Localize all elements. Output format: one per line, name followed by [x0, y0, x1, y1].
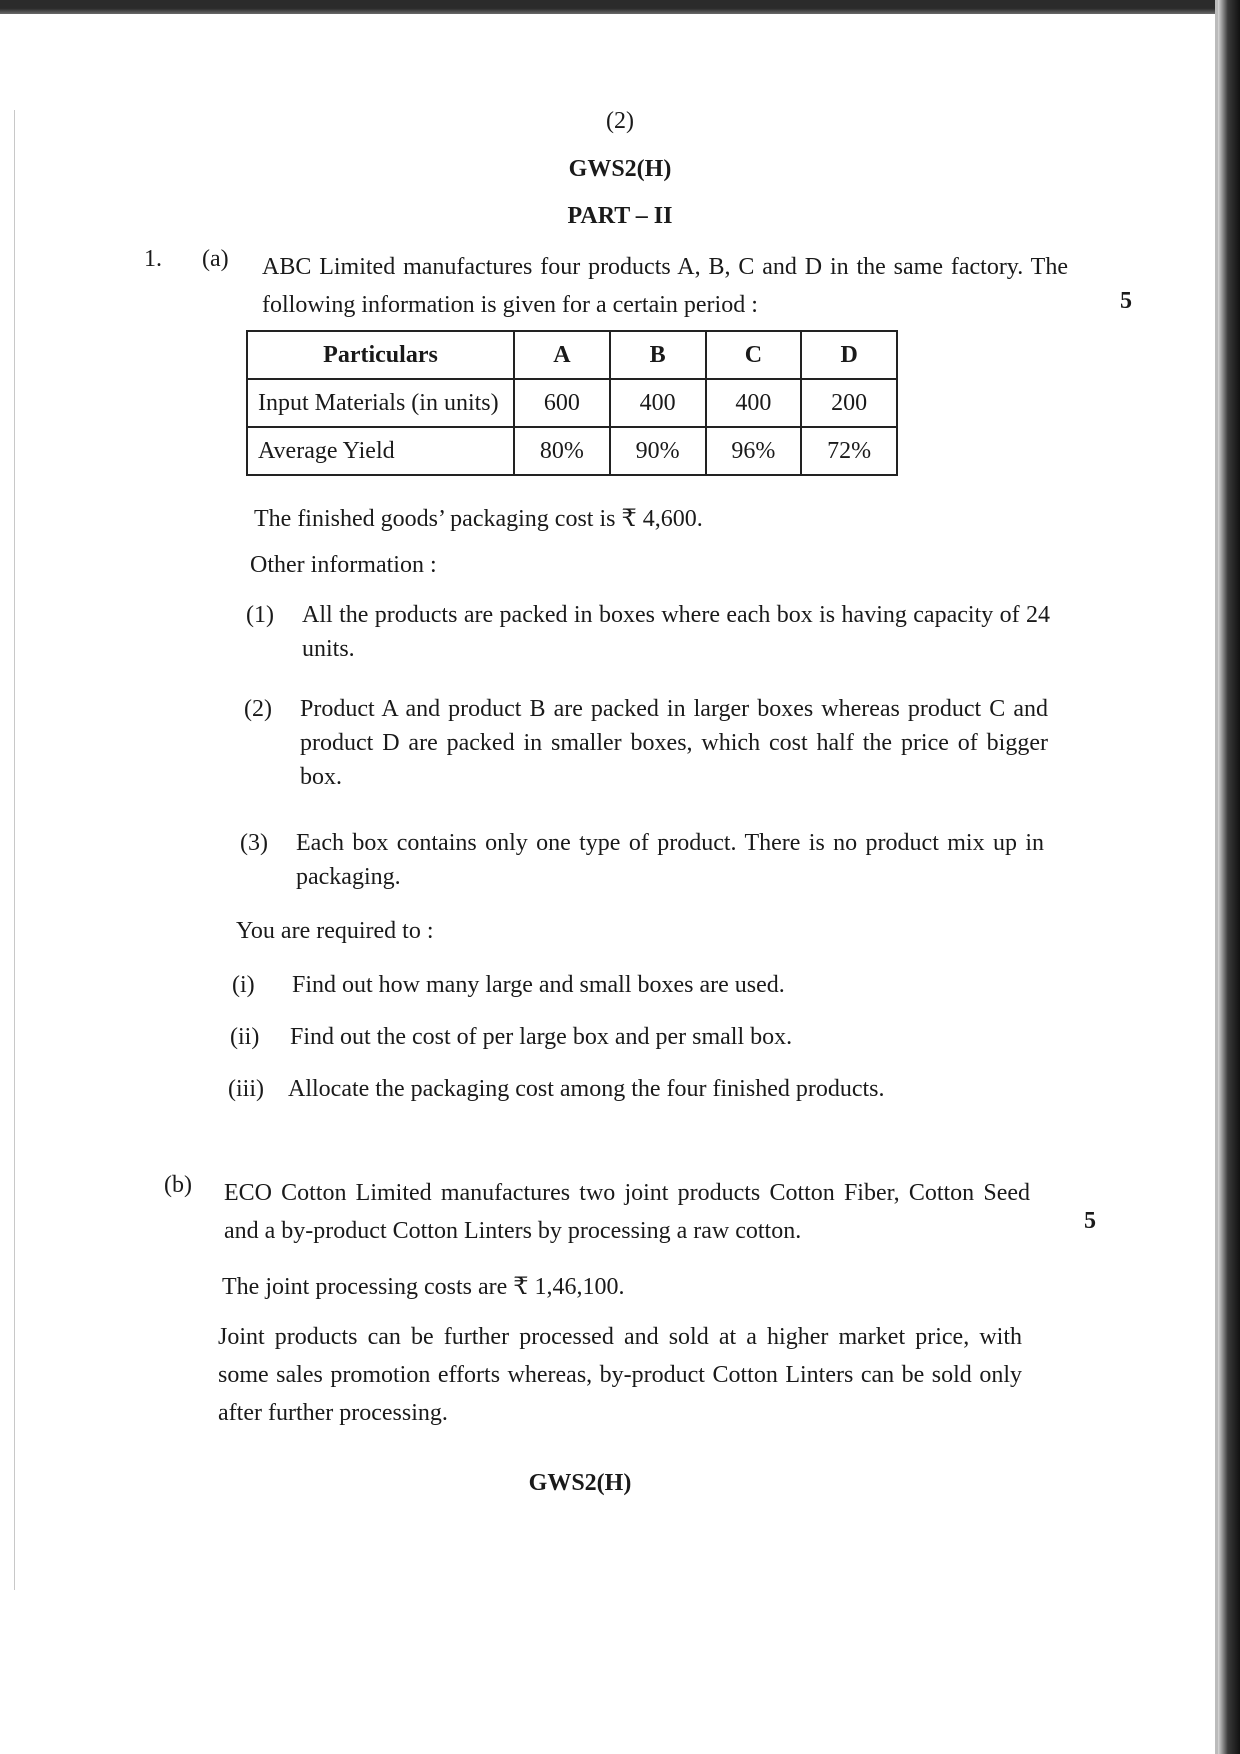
table-cell: 600	[514, 379, 610, 427]
table-cell: 72%	[801, 427, 897, 475]
table-cell: 90%	[610, 427, 706, 475]
part-heading: PART – II	[567, 203, 673, 229]
table-cell: 200	[801, 379, 897, 427]
question-number: 1.	[144, 246, 162, 272]
table-cell: Average Yield	[247, 427, 514, 475]
table-cell: 96%	[706, 427, 802, 475]
paper-code-footer: GWS2(H)	[528, 1470, 632, 1496]
other-info-label: Other information :	[250, 552, 437, 578]
required-item-text: Allocate the packaging cost among the four finished products.	[288, 1076, 885, 1102]
part-a-label: (a)	[202, 246, 229, 272]
info-item-text: All the products are packed in boxes where each box is having capacity of 24 units.	[302, 602, 1050, 662]
required-item-label: (i)	[232, 972, 255, 998]
page-number: (2)	[606, 108, 634, 134]
table-row	[247, 427, 897, 475]
table-header-cell: C	[706, 331, 802, 379]
table-cell: Input Materials (in units)	[247, 379, 514, 427]
packaging-cost-text: The finished goods’ packaging cost is ₹ 4,600.	[254, 506, 703, 532]
part-b-label: (b)	[164, 1172, 192, 1198]
info-item-label: (3)	[240, 830, 268, 856]
part-b-marks: 5	[1084, 1208, 1096, 1234]
info-item-text: Product A and product B are packed in larger boxes whereas product C and product D are packed in smaller boxes, which cost half the price of bigger box.	[300, 696, 1048, 790]
table-header-cell: D	[801, 331, 897, 379]
paper-code-header: GWS2(H)	[568, 156, 672, 182]
input-yield-table	[246, 330, 898, 476]
table-row	[247, 379, 897, 427]
table-header-row	[247, 331, 897, 379]
table-cell: 400	[706, 379, 802, 427]
table-cell: 80%	[514, 427, 610, 475]
info-item-label: (2)	[244, 696, 272, 722]
table-cell: 400	[610, 379, 706, 427]
table-header-cell: B	[610, 331, 706, 379]
part-a-intro: ABC Limited manufactures four products A, B, C and D in the same factory. The following information is given for a certain period :	[262, 254, 1068, 318]
part-a-marks: 5	[1120, 288, 1132, 314]
table-header-cell: A	[514, 331, 610, 379]
required-item-label: (ii)	[230, 1024, 260, 1050]
required-label: You are required to :	[236, 918, 434, 944]
required-item-text: Find out how many large and small boxes are used.	[292, 972, 785, 998]
info-item-label: (1)	[246, 602, 274, 628]
info-item-text: Each box contains only one type of product. There is no product mix up in packaging.	[296, 830, 1044, 890]
part-b-further-processing: Joint products can be further processed and sold at a higher market price, with some sales promotion efforts whereas, by-product Cotton Linters can be sold only after further processing.	[218, 1324, 1022, 1426]
part-b-joint-cost: The joint processing costs are ₹ 1,46,100.	[222, 1274, 625, 1300]
part-b-intro: ECO Cotton Limited manufactures two joint products Cotton Fiber, Cotton Seed and a by-product Cotton Linters by processing a raw cotton.	[224, 1180, 1030, 1244]
table-header-cell: Particulars	[247, 331, 514, 379]
required-item-text: Find out the cost of per large box and per small box.	[290, 1024, 793, 1050]
required-item-label: (iii)	[228, 1076, 264, 1102]
